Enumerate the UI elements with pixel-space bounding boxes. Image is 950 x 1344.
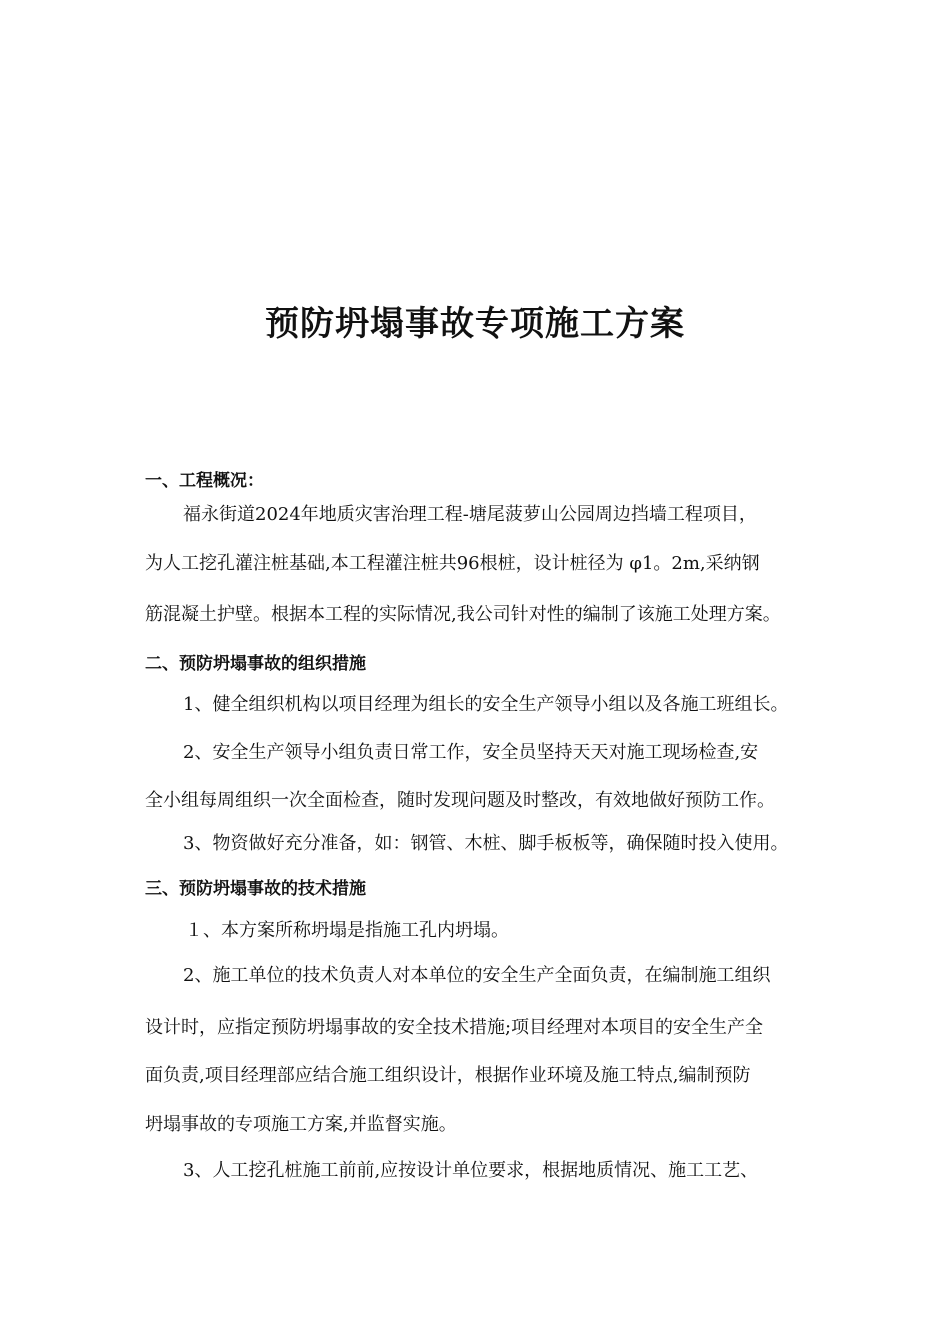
paragraph-line: 2、安全生产领导小组负责日常工作，安全员坚持天天对施工现场检查,安 xyxy=(183,742,759,763)
paragraph-line: 1、健全组织机构以项目经理为组长的安全生产领导小组以及各施工班组长。 xyxy=(183,694,789,715)
paragraph-line: 坍塌事故的专项施工方案,并监督实施。 xyxy=(145,1114,457,1135)
section-heading-1: 一、工程概况： xyxy=(145,471,264,491)
section-heading-2: 二、预防坍塌事故的组织措施 xyxy=(145,654,366,674)
paragraph-line: 筋混凝土护壁。根据本工程的实际情况,我公司针对性的编制了该施工处理方案。 xyxy=(145,604,781,625)
paragraph-line: 为人工挖孔灌注桩基础,本工程灌注桩共96根桩，设计桩径为 φ1。2m,采纳钢 xyxy=(145,553,760,574)
paragraph-line: 设计时，应指定预防坍塌事故的安全技术措施;项目经理对本项目的安全生产全 xyxy=(145,1017,764,1038)
paragraph-line: 3、人工挖孔桩施工前前,应按设计单位要求，根据地质情况、施工工艺、 xyxy=(183,1160,759,1181)
document-title: 预防坍塌事故专项施工方案 xyxy=(265,304,685,344)
paragraph-line: 2、施工单位的技术负责人对本单位的安全生产全面负责，在编制施工组织 xyxy=(183,965,771,986)
paragraph-line: 全小组每周组织一次全面检查，随时发现问题及时整改，有效地做好预防工作。 xyxy=(145,790,775,811)
paragraph-line: １、本方案所称坍塌是指施工孔内坍塌。 xyxy=(185,920,509,941)
paragraph-line: 3、物资做好充分准备，如：钢管、木桩、脚手板板等，确保随时投入使用。 xyxy=(183,833,789,854)
section-heading-3: 三、预防坍塌事故的技术措施 xyxy=(145,879,366,899)
paragraph-line: 面负责,项目经理部应结合施工组织设计，根据作业环境及施工特点,编制预防 xyxy=(145,1065,751,1086)
paragraph-line: 福永街道2024年地质灾害治理工程-塘尾菠萝山公园周边挡墙工程项目， xyxy=(183,504,757,525)
